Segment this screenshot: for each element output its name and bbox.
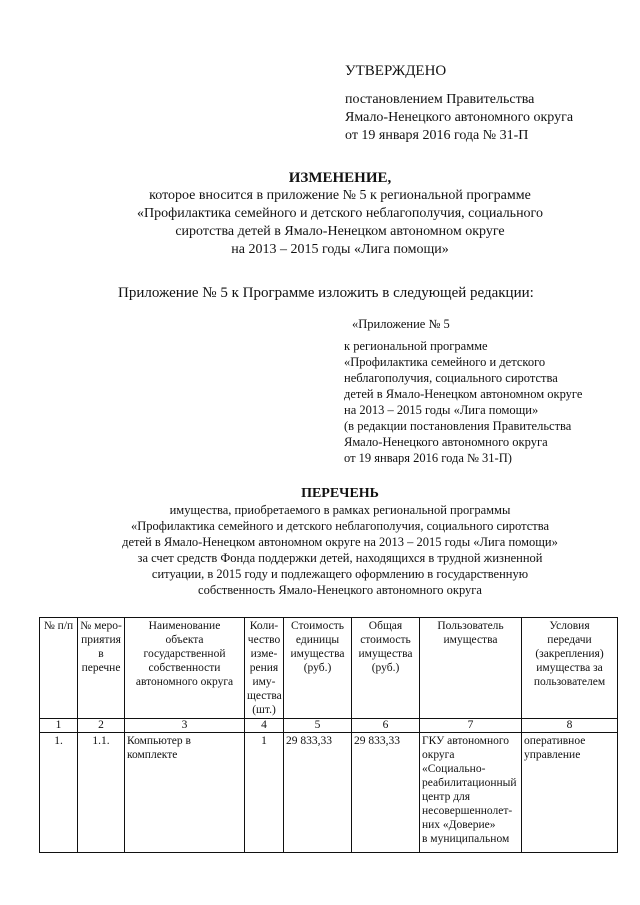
appendix-title: «Приложение № 5 — [352, 317, 450, 331]
change-line: «Профилактика семейного и детского неблагополучия, социального — [137, 206, 543, 221]
column-number: 6 — [352, 719, 420, 733]
header-unit-cost: Стоимость единицы имущества (руб.) — [284, 618, 352, 719]
list-line: ситуации, в 2015 году и подлежащего оформлению в государственную — [151, 567, 529, 581]
appendix-line: от 19 января 2016 года № 31-П) — [344, 451, 512, 465]
change-heading: ИЗМЕНЕНИЕ, — [288, 170, 392, 186]
approval-line: Ямало-Ненецкого автономного округа — [345, 110, 574, 125]
property-table — [39, 617, 618, 853]
appendix-line: неблагополучия, социального сиротства — [344, 371, 558, 385]
appendix-line: детей в Ямало-Ненецком автономном округе — [344, 387, 583, 401]
approval-title: УТВЕРЖДЕНО — [345, 63, 447, 79]
appendix-line: на 2013 – 2015 годы «Лига помощи» — [344, 403, 539, 417]
row-total-cost: 29 833,33 — [352, 733, 420, 853]
header-user: Пользователь имущества — [420, 618, 522, 719]
list-line: имущества, приобретаемого в рамках региональной программы — [169, 503, 511, 517]
table-row — [40, 733, 618, 853]
column-number: 1 — [40, 719, 78, 733]
header-qty: Коли- чество изме- рения иму- щества (шт.) — [245, 618, 284, 719]
row-qty: 1 — [245, 733, 284, 853]
column-number: 2 — [78, 719, 125, 733]
header-terms: Условия передачи (закрепления) имущества за пользователем — [522, 618, 618, 719]
instruction-text: Приложение № 5 к Программе изложить в следующей редакции: — [118, 285, 534, 301]
approval-line: от 19 января 2016 года № 31-П — [345, 128, 529, 143]
row-terms: оперативное управление — [522, 733, 618, 853]
approval-line: постановлением Правительства — [345, 92, 535, 107]
list-line: за счет средств Фонда поддержки детей, находящихся в трудной жизненной — [137, 551, 543, 565]
row-unit-cost: 29 833,33 — [284, 733, 352, 853]
change-line: которое вносится в приложение № 5 к региональной программе — [149, 188, 531, 203]
table-header-row — [40, 618, 618, 719]
appendix-line: к региональной программе — [344, 339, 488, 353]
column-number: 3 — [125, 719, 245, 733]
row-user: ГКУ автономного округа «Социально- реабилитационный центр для несовершеннолет- них «Доверие» в муниципальном — [420, 733, 522, 853]
appendix-line: Ямало-Ненецкого автономного округа — [344, 435, 548, 449]
header-total-cost: Общая стоимость имущества (руб.) — [352, 618, 420, 719]
column-number: 5 — [284, 719, 352, 733]
header-event: № меро- приятия в перечне — [78, 618, 125, 719]
appendix-line: «Профилактика семейного и детского — [344, 355, 546, 369]
list-line: детей в Ямало-Ненецком автономном округе на 2013 – 2015 годы «Лига помощи» — [122, 535, 558, 549]
column-number: 7 — [420, 719, 522, 733]
change-line: сиротства детей в Ямало-Ненецком автономном округе — [175, 224, 505, 239]
row-num: 1. — [40, 733, 78, 853]
column-number: 8 — [522, 719, 618, 733]
appendix-line: (в редакции постановления Правительства — [344, 419, 572, 433]
column-number: 4 — [245, 719, 284, 733]
header-name: Наименование объекта государственной собственности автономного округа — [125, 618, 245, 719]
list-line: «Профилактика семейного и детского неблагополучия, социального сиротства — [130, 519, 550, 533]
list-heading: ПЕРЕЧЕНЬ — [301, 486, 379, 501]
header-num: № п/п — [40, 618, 78, 719]
row-name: Компьютер в комплекте — [125, 733, 245, 853]
change-line: на 2013 – 2015 годы «Лига помощи» — [231, 242, 449, 257]
list-line: собственность Ямало-Ненецкого автономного округа — [198, 583, 482, 597]
row-event: 1.1. — [78, 733, 125, 853]
table-number-row — [40, 719, 618, 733]
